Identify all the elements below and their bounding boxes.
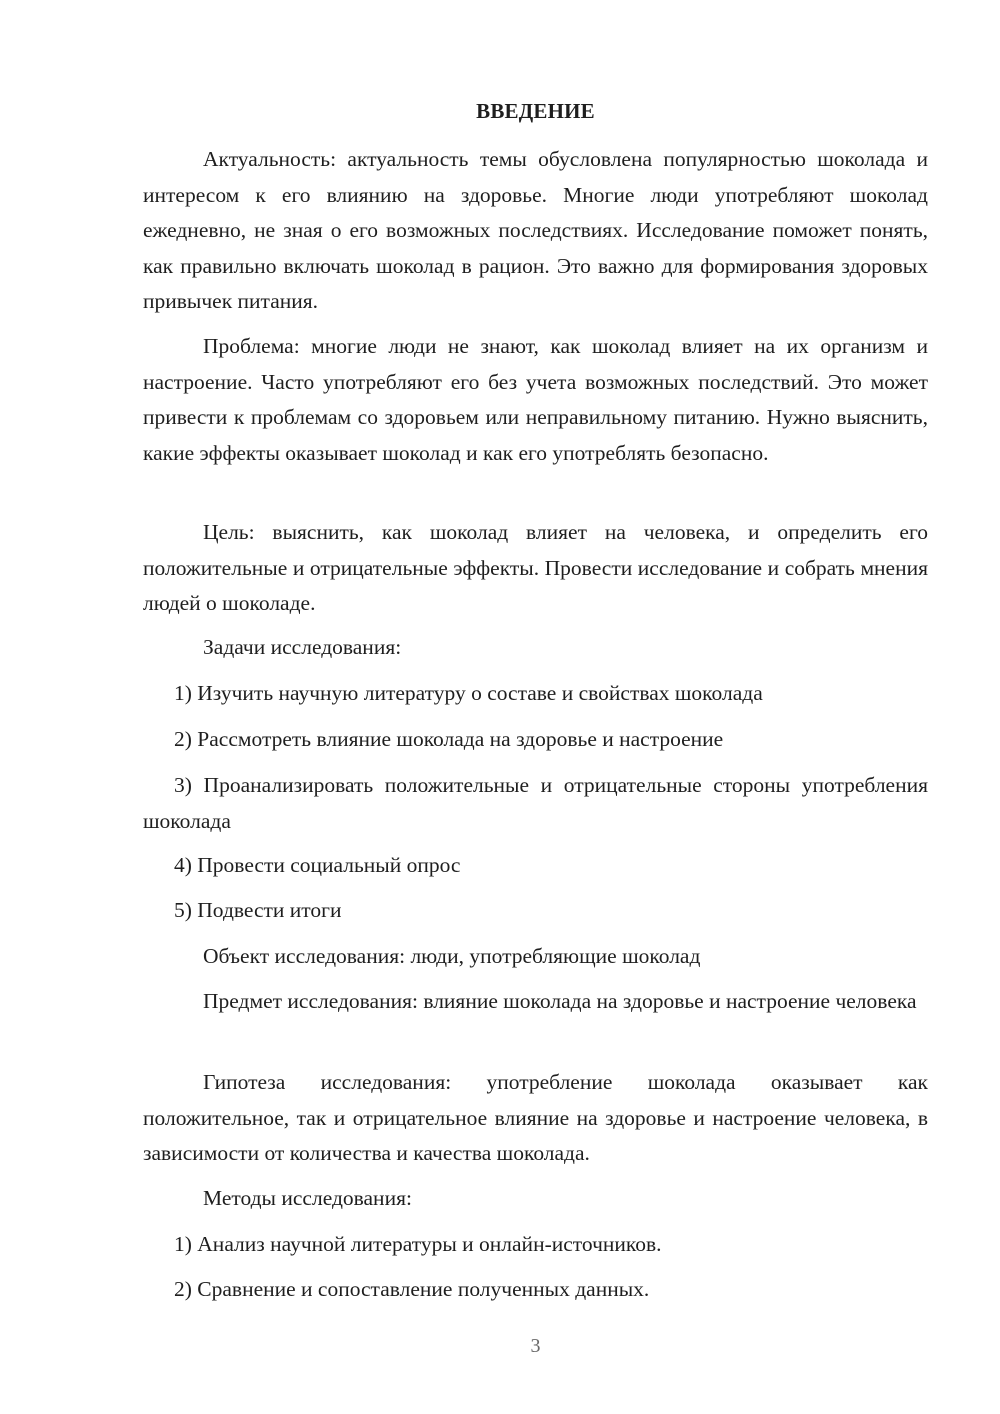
- method-item-2: 2) Сравнение и сопоставление полученных данных.: [174, 1277, 650, 1301]
- task-item-2: 2) Рассмотреть влияние шоколада на здоровье и настроение: [174, 727, 724, 751]
- paragraph-subject: Предмет исследования: влияние шоколада на здоровье и настроение человека: [203, 989, 917, 1013]
- task-item-5: 5) Подвести итоги: [174, 898, 342, 922]
- paragraph-hypothesis: Гипотеза исследования: употребление шоколада оказывает как положительное, так и отрицательное влияние на здоровье и настроение человека, в зависимости от количества и качества шоколада.: [143, 1070, 928, 1165]
- methods-heading: Методы исследования:: [203, 1186, 412, 1210]
- paragraph-goal: Цель: выяснить, как шоколад влияет на человека, и определить его положительные и отрицательные эффекты. Провести исследование и собрать мнения людей о шоколаде.: [143, 520, 928, 615]
- paragraph-object: Объект исследования: люди, употребляющие шоколад: [203, 944, 701, 968]
- task-item-4: 4) Провести социальный опрос: [174, 853, 461, 877]
- tasks-heading: Задачи исследования:: [203, 635, 402, 659]
- paragraph-problem: Проблема: многие люди не знают, как шоколад влияет на их организм и настроение. Часто употребляют его без учета возможных последствий. Это может привести к проблемам со здоровьем или неправильному питанию. Нужно выяснить, какие эффекты оказывает шоколад и как его употреблять безопасно.: [143, 334, 928, 465]
- method-item-1: 1) Анализ научной литературы и онлайн-источников.: [174, 1232, 662, 1256]
- task-item-1: 1) Изучить научную литературу о составе и свойствах шоколада: [174, 681, 763, 705]
- section-title: ВВЕДЕНИЕ: [476, 99, 595, 123]
- task-item-3: 3) Проанализировать положительные и отрицательные стороны употребления шоколада: [143, 773, 928, 833]
- page-number: 3: [530, 1335, 541, 1357]
- paragraph-relevance: Актуальность: актуальность темы обусловлена популярностью шоколада и интересом к его влиянию на здоровье. Многие люди употребляют шоколад ежедневно, не зная о его возможных последствиях. Исследование поможет понять, как правильно включать шоколад в рацион. Это важно для формирования здоровых привычек питания.: [143, 147, 928, 313]
